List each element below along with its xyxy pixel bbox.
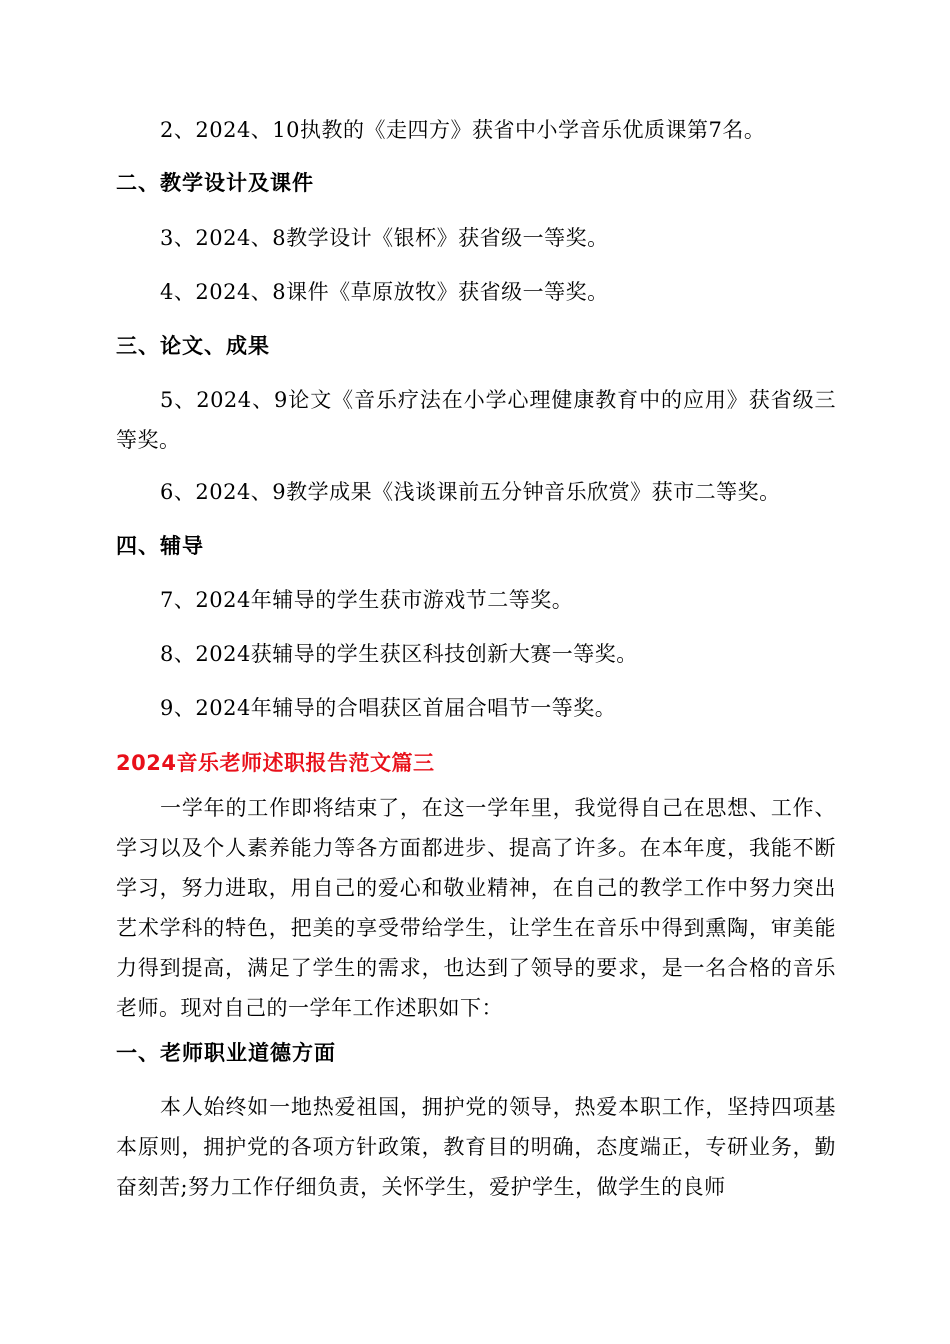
- list-item-9: 9、2024年辅导的合唱获区首届合唱节一等奖。: [160, 696, 617, 720]
- section-title: 2024音乐老师述职报告范文篇三: [116, 751, 435, 775]
- intro-paragraph: 一学年的工作即将结束了，在这一学年里，我觉得自己在思想、工作、学习以及个人素养能力等各方面都进步、提高了许多。在本年度，我能不断学习，努力进取，用自己的爱心和敬业精神，在自己的教学工作中努力突出艺术学科的特色，把美的享受带给学生，让学生在音乐中得到熏陶，审美能力得到提高，满足了学生的需求，也达到了领导的要求，是一名合格的音乐老师。现对自己的一学年工作述职如下：: [116, 796, 836, 1020]
- heading-coaching: 四、辅导: [116, 534, 204, 558]
- list-item-3: 3、2024、8教学设计《银杯》获省级一等奖。: [160, 226, 609, 250]
- list-item-4: 4、2024、8课件《草原放牧》获省级一等奖。: [160, 280, 609, 304]
- list-item-6: 6、2024、9教学成果《浅谈课前五分钟音乐欣赏》获市二等奖。: [160, 480, 781, 504]
- body-paragraph: 本人始终如一地热爱祖国，拥护党的领导，热爱本职工作，坚持四项基本原则，拥护党的各项方针政策，教育目的明确，态度端正，专研业务，勤奋刻苦;努力工作仔细负责，关怀学生，爱护学生，做学生的良师: [116, 1095, 836, 1199]
- heading-teaching-design: 二、教学设计及课件: [116, 171, 314, 195]
- list-item-8: 8、2024获辅导的学生获区科技创新大赛一等奖。: [160, 642, 638, 666]
- heading-professional-ethics: 一、老师职业道德方面: [116, 1041, 336, 1065]
- list-item-7: 7、2024年辅导的学生获市游戏节二等奖。: [160, 588, 574, 612]
- list-item-2: 2、2024、10执教的《走四方》获省中小学音乐优质课第7名。: [160, 118, 766, 142]
- list-item-5: 5、2024、9论文《音乐疗法在小学心理健康教育中的应用》获省级三等奖。: [116, 388, 836, 452]
- heading-papers-results: 三、论文、成果: [116, 334, 270, 358]
